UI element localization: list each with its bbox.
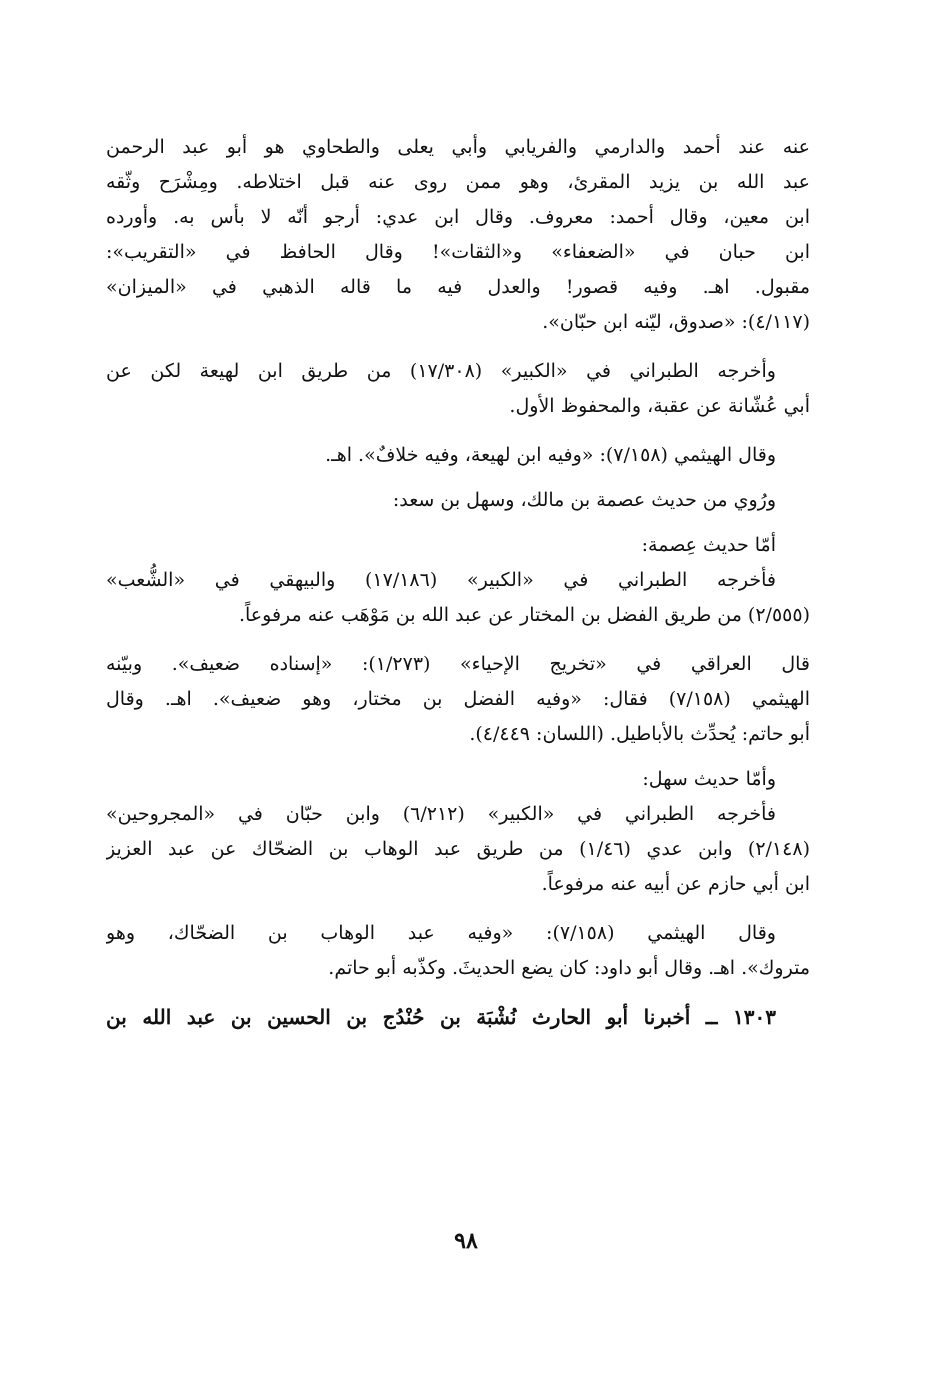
paragraph-3 <box>106 438 810 473</box>
hadith-heading <box>106 1000 810 1035</box>
paragraph-2 <box>106 354 810 424</box>
text-line: أبي عُشّانة عن عقبة، والمحفوظ الأول. <box>509 395 810 417</box>
paragraph-4 <box>106 483 810 518</box>
text-line: قال العراقي في «تخريج الإحياء» (١/٢٧٣): «إسناده ضعيف». وبيّنه <box>106 653 810 675</box>
page-number: ٩٨ <box>454 1228 478 1254</box>
text-line: ابن أبي حازم عن أبيه عنه مرفوعاً. <box>541 873 810 895</box>
paragraph-1 <box>106 130 810 340</box>
text-line: عبد الله بن يزيد المقرئ، وهو ممن روى عنه قبل اختلاطه. ومِشْرَح وثّقه <box>106 171 810 193</box>
text-line: أبو حاتم: يُحدِّث بالأباطيل. (اللسان: ٤/٤٤٩). <box>469 723 810 745</box>
text-line: عنه عند أحمد والدارمي والفريابي وأبي يعلى والطحاوي هو أبو عبد الرحمن <box>106 136 810 158</box>
text-line: ١٣٠٣ ــ أخبرنا أبو الحارث نُشْبَة بن حُنْدُج بن الحسين بن عبد الله بن <box>106 1005 776 1029</box>
text-line: وقال الهيثمي (٧/١٥٨): «وفيه عبد الوهاب بن الضحّاك، وهو <box>106 922 776 944</box>
text-line: فأخرجه الطبراني في «الكبير» (٦/٢١٢) وابن حبّان في «المجروحين» <box>106 803 776 825</box>
text-line: (٢/٥٥٥) من طريق الفضل بن المختار عن عبد الله بن مَوْهَب عنه مرفوعاً. <box>238 604 810 626</box>
page-body <box>106 130 810 1035</box>
paragraph-10 <box>106 916 810 986</box>
text-line: (٢/١٤٨) وابن عدي (١/٤٦) من طريق عبد الوهاب بن الضحّاك عن عبد العزيز <box>106 838 810 860</box>
text-line: ورُوي من حديث عصمة بن مالك، وسهل بن سعد: <box>392 489 776 511</box>
paragraph-9 <box>106 797 810 902</box>
paragraph-8 <box>106 762 810 797</box>
text-line: فأخرجه الطبراني في «الكبير» (١٧/١٨٦) والبيهقي في «الشُّعب» <box>106 569 776 591</box>
text-line: ابن حبان في «الضعفاء» و«الثقات»! وقال الحافظ في «التقريب»: <box>106 241 810 263</box>
paragraph-7 <box>106 647 810 752</box>
text-line: متروك». اهـ. وقال أبو داود: كان يضع الحديثَ. وكذّبه أبو حاتم. <box>328 957 810 979</box>
text-line: الهيثمي (٧/١٥٨) فقال: «وفيه الفضل بن مختار، وهو ضعيف». اهـ. وقال <box>106 688 810 710</box>
text-line: وأمّا حديث سهل: <box>642 768 776 790</box>
text-line: مقبول. اهـ. وفيه قصور! والعدل فيه ما قاله الذهبي في «الميزان» <box>106 276 810 298</box>
text-line: ابن معين، وقال أحمد: معروف. وقال ابن عدي: أرجو أنّه لا بأس به. وأورده <box>106 206 810 228</box>
text-line: وقال الهيثمي (٧/١٥٨): «وفيه ابن لهيعة، وفيه خلافٌ». اهـ. <box>325 444 776 466</box>
paragraph-6 <box>106 563 810 633</box>
text-line: (٤/١١٧): «صدوق، ليّنه ابن حبّان». <box>542 311 810 333</box>
text-line: وأخرجه الطبراني في «الكبير» (١٧/٣٠٨) من طريق ابن لهيعة لكن عن <box>106 360 776 382</box>
text-line: أمّا حديث عِصمة: <box>641 534 776 556</box>
paragraph-5 <box>106 528 810 563</box>
